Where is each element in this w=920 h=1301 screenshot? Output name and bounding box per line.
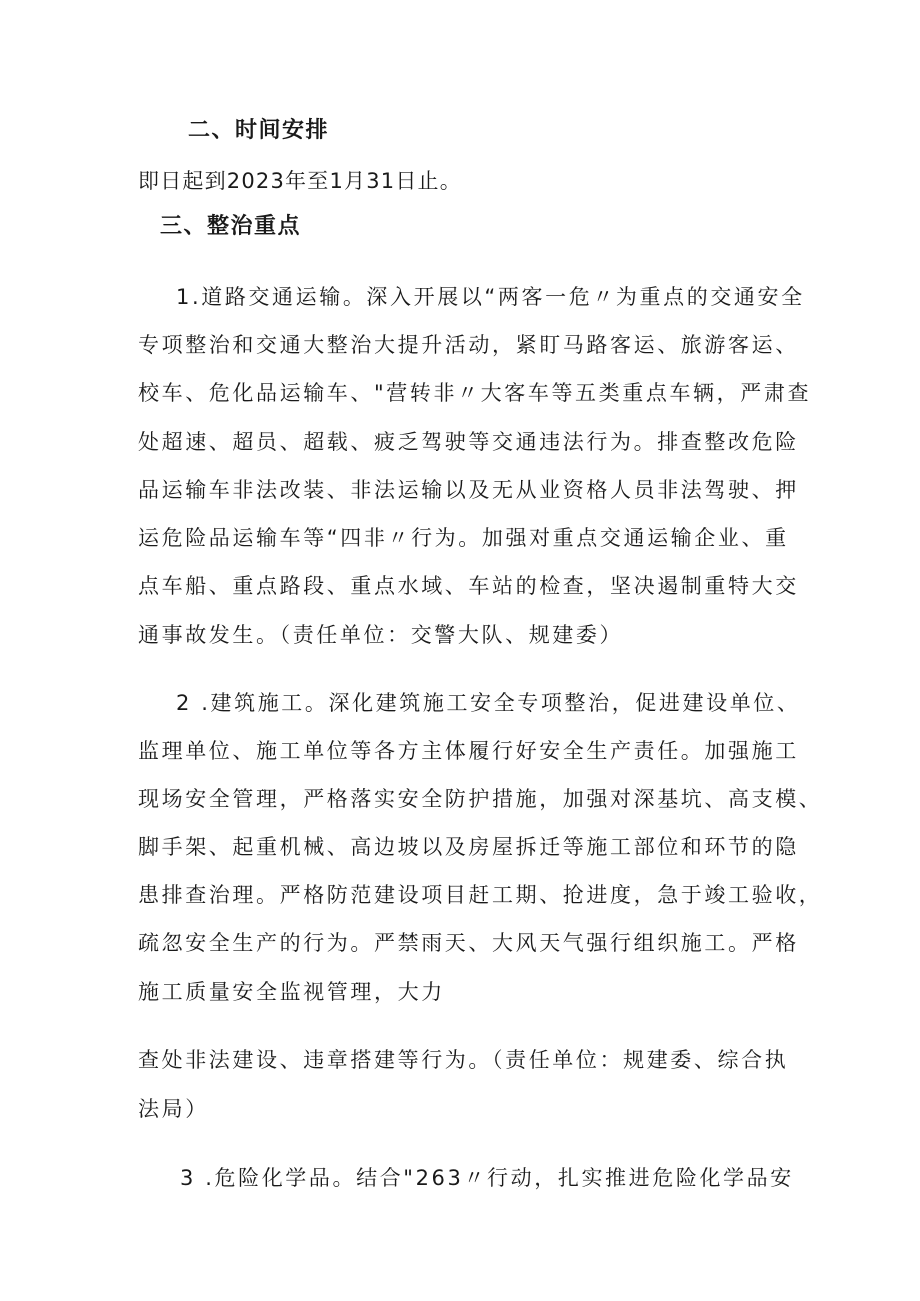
item2-line: 疏忽安全生产的行为。严禁雨天、大风天气强行组织施工。严格: [138, 931, 799, 955]
item2-line: 患排查治理。严格防范建设项目赶工期、抢进度，急于竣工验收，: [138, 883, 823, 907]
item2-line: 施工质量安全监视管理，大力: [138, 980, 445, 1004]
item1-line: 专项整治和交通大整治大提升活动，紧盯马路客运、旅游客运、: [138, 333, 799, 357]
item1-line: 品运输车非法改装、非法运输以及无从业资格人员非法驾驶、押: [138, 478, 799, 502]
item2-line: 脚手架、起重机械、高边坡以及房屋拆迁等施工部位和环节的隐: [138, 835, 799, 859]
section-heading-focus: 三、整治重点: [160, 214, 302, 239]
item2-line: 监理单位、施工单位等各方主体履行好安全生产责任。加强施工: [138, 739, 799, 763]
item2-line: 查处非法建设、违章搭建等行为。（责任单位：规建委、综合执: [138, 1048, 789, 1072]
time-text: 即日起到2023年至1月31日止。: [138, 169, 462, 193]
item2-line: 法局）: [138, 1097, 209, 1121]
item1-line: 点车船、重点路段、重点水域、车站的检查，坚决遏制重特大交: [138, 574, 799, 598]
item1-line: 校车、危化品运输车、"营转非〃大客车等五类重点车辆，严肃查: [138, 381, 812, 405]
item1-line: 运危险品运输车等“四非〃行为。加强对重点交通运输企业、重: [138, 526, 789, 550]
item2-line: 现场安全管理，严格落实安全防护措施，加强对深基坑、高支模、: [138, 787, 823, 811]
item1-line: 1.道路交通运输。深入开展以“两客一危〃为重点的交通安全: [176, 285, 805, 309]
item1-line: 通事故发生。（责任单位：交警大队、规建委）: [138, 623, 624, 647]
item2-line: 2 .建筑施工。深化建筑施工安全专项整治，促进建设单位、: [176, 691, 801, 715]
item3-line: 3 .危险化学品。结合"263〃行动，扎实推进危险化学品安: [180, 1166, 794, 1190]
item1-line: 处超速、超员、超载、疲乏驾驶等交通违法行为。排查整改危险: [138, 430, 799, 454]
section-heading-time: 二、时间安排: [188, 118, 330, 143]
